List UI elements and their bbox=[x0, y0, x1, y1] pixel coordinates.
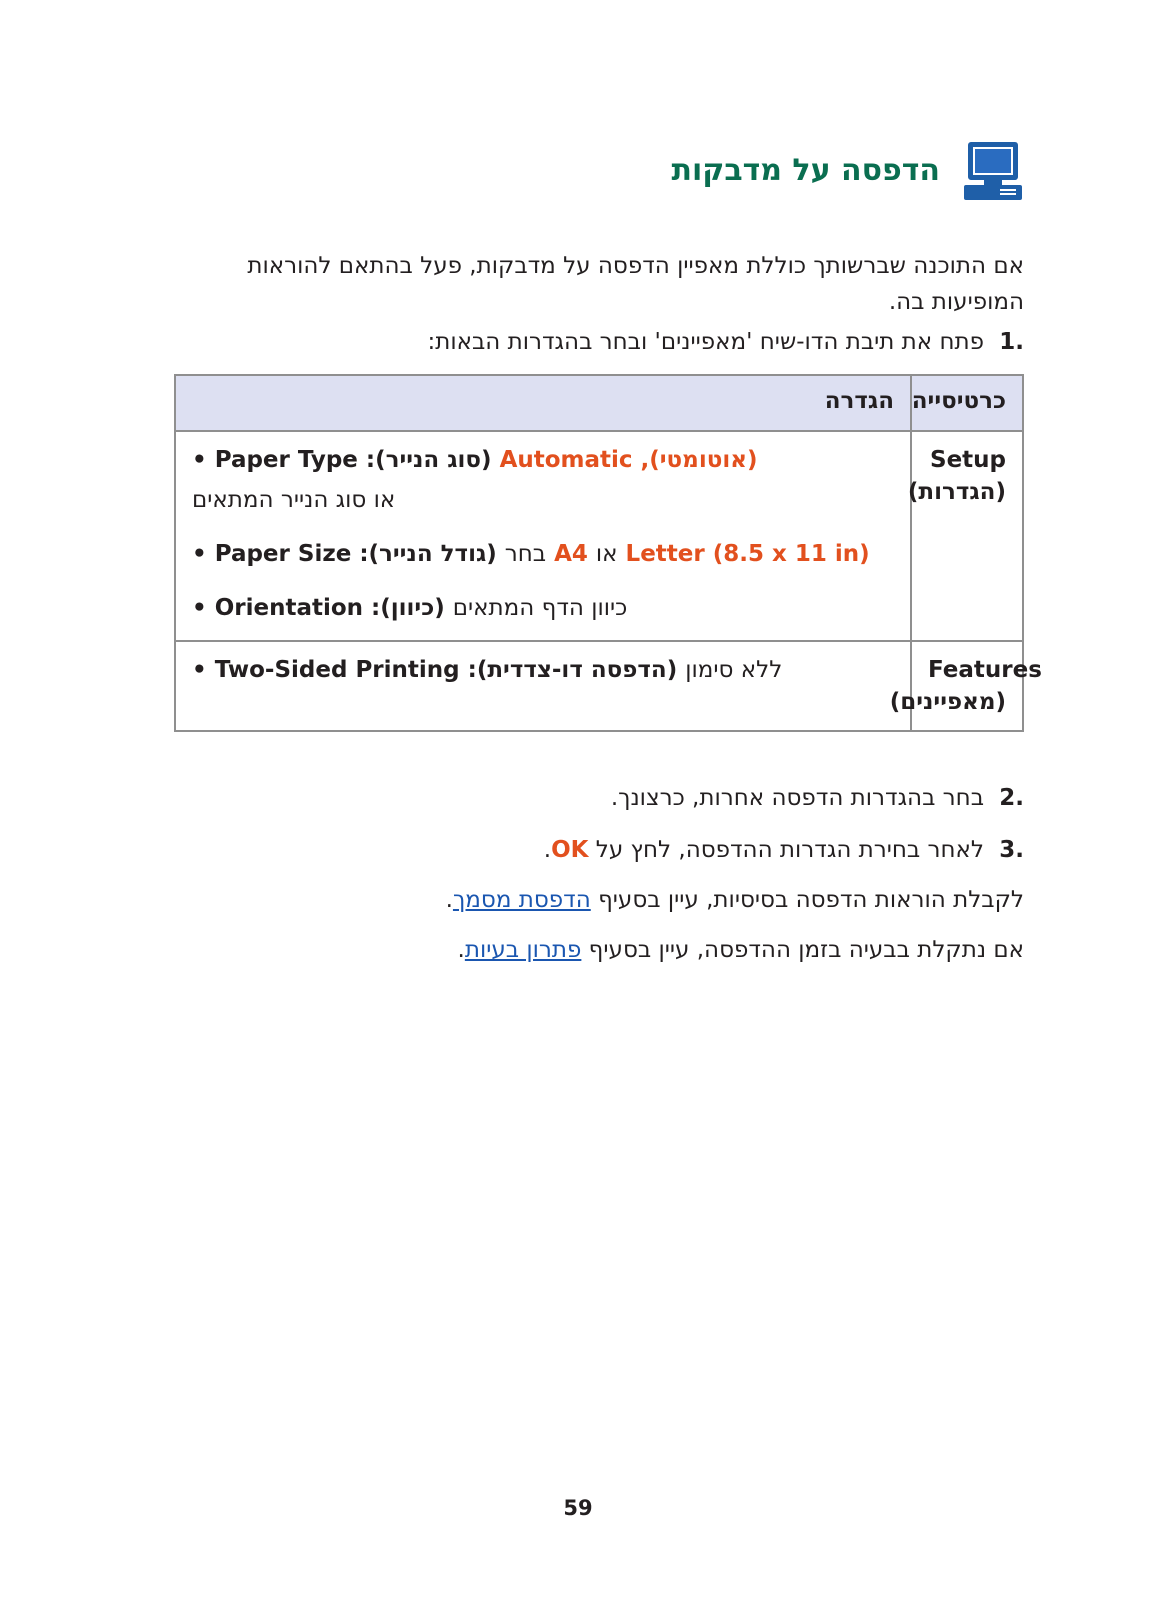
setting-value: Automatic bbox=[499, 447, 633, 473]
step-text bbox=[544, 834, 984, 866]
setting-paper-size bbox=[192, 538, 894, 570]
note-text: אם נתקלת בבעיה בזמן ההדפסה, עיין בסעיף bbox=[581, 937, 1024, 963]
setting-rest: או סוג הנייר המתאים bbox=[192, 487, 396, 513]
link-print-document[interactable]: הדפסת מסמך bbox=[452, 887, 591, 913]
note-basic-printing bbox=[164, 884, 1024, 916]
step-3 bbox=[164, 834, 1024, 866]
setting-value-translation: (אוטומטי), bbox=[640, 447, 758, 473]
table-header-row bbox=[175, 375, 1023, 431]
setting-orientation bbox=[192, 592, 894, 624]
setting-choose: בחר bbox=[504, 541, 547, 567]
step-text-after: . bbox=[543, 837, 552, 863]
setting-option-letter: Letter (8.5 x 11 in) bbox=[625, 541, 870, 567]
step-text: בחר בהגדרות הדפסה אחרות, כרצונך. bbox=[610, 785, 984, 811]
setting-option-a4: A4 bbox=[554, 541, 588, 567]
note-troubleshooting bbox=[164, 934, 1024, 966]
page-title: הדפסה על מדבקות bbox=[671, 153, 940, 188]
link-troubleshooting[interactable]: פתרון בעיות bbox=[464, 937, 582, 963]
page-number: 59 bbox=[563, 1496, 593, 1520]
property-name: Setup bbox=[930, 447, 1006, 473]
property-translation: (הגדרות) bbox=[907, 479, 1006, 505]
header-property: כרטיסייה bbox=[911, 375, 1023, 431]
note-end: . bbox=[457, 937, 465, 963]
setting-two-sided bbox=[192, 654, 894, 686]
note-text: לקבלת הוראות הדפסה בסיסיות, עיין בסעיף bbox=[590, 887, 1024, 913]
property-cell bbox=[889, 641, 1042, 731]
setting-label: Paper Type bbox=[214, 447, 358, 473]
table-row bbox=[175, 641, 1023, 731]
bullet: • bbox=[192, 541, 207, 567]
step-2 bbox=[164, 782, 1024, 814]
step-number: 3. bbox=[999, 837, 1024, 863]
setting-paper-type bbox=[192, 444, 894, 516]
settings-table bbox=[174, 374, 1042, 732]
table-row bbox=[175, 431, 1023, 641]
step-1 bbox=[164, 326, 1024, 358]
property-name: Features bbox=[928, 657, 1042, 683]
step-text: פתח את תיבת הדו-שיח 'מאפיינים' ובחר בהגדרות הבאות: bbox=[427, 329, 984, 355]
section-heading bbox=[671, 140, 1024, 202]
note-end: . bbox=[445, 887, 453, 913]
property-translation: (מאפיינים) bbox=[889, 689, 1006, 715]
setting-label-translation: (כיוון): bbox=[371, 595, 445, 621]
bullet: • bbox=[192, 595, 207, 621]
property-cell bbox=[907, 431, 1023, 641]
setting-label: Two-Sided Printing bbox=[214, 657, 460, 683]
step-number: 2. bbox=[999, 785, 1024, 811]
step-text-before: לאחר בחירת הגדרות ההדפסה, לחץ על bbox=[588, 837, 984, 863]
computer-monitor-icon bbox=[962, 140, 1024, 202]
ok-label: OK bbox=[551, 837, 589, 863]
setting-label-translation: (הדפסה דו-צדדית): bbox=[467, 657, 678, 683]
bullet: • bbox=[192, 657, 207, 683]
setting-cell bbox=[175, 641, 911, 731]
setting-rest: ללא סימון bbox=[685, 657, 783, 683]
intro-paragraph: אם התוכנה שברשותך כוללת מאפיין הדפסה על מדבקות, פעל בהתאם להוראות המופיעות בה. bbox=[247, 253, 1024, 315]
setting-label-translation: (גודל הנייר): bbox=[359, 541, 497, 567]
header-setting: הגדרה bbox=[175, 375, 911, 431]
setting-or: או bbox=[595, 541, 618, 567]
setting-label: Paper Size bbox=[214, 541, 352, 567]
setting-rest: כיוון הדף המתאים bbox=[452, 595, 628, 621]
bullet: • bbox=[192, 447, 207, 473]
setting-label-translation: (סוג הנייר): bbox=[365, 447, 492, 473]
step-number: 1. bbox=[999, 329, 1024, 355]
setting-cell bbox=[175, 431, 911, 641]
setting-label: Orientation bbox=[214, 595, 364, 621]
